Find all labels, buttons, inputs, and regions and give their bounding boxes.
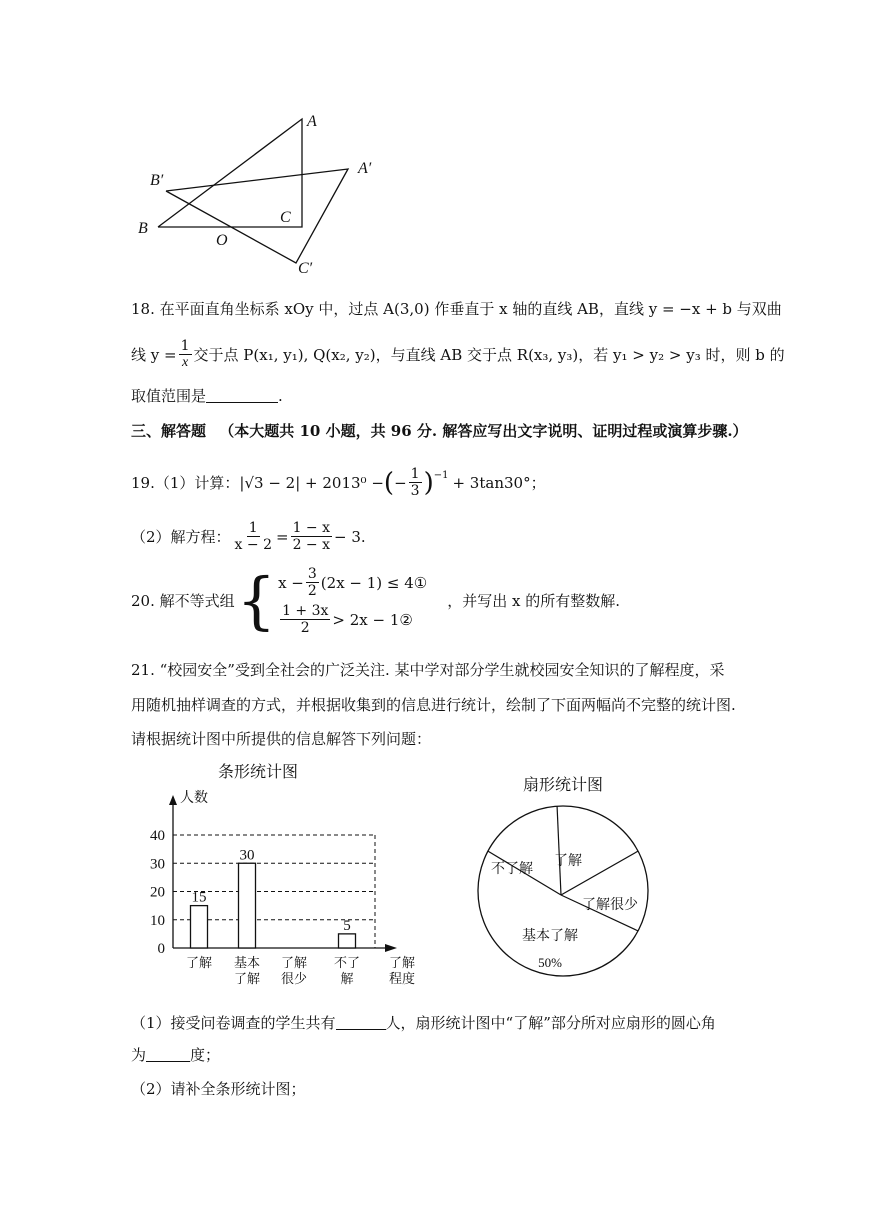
category-label: 很少	[280, 971, 308, 986]
q20-label: 20. 解不等式组	[131, 592, 235, 610]
x-axis-label: 了解	[388, 955, 416, 970]
q18-line3	[131, 386, 283, 406]
q18-line3-text: 取值范围是	[131, 387, 207, 405]
x-axis-arrow	[385, 944, 397, 952]
q19-exponent: −1	[433, 470, 449, 481]
pie-slice-value: 50%	[538, 955, 562, 970]
bar-value-label: 5	[343, 917, 351, 934]
q20-brace: {	[236, 564, 277, 637]
category-label: 了解	[233, 971, 261, 986]
q20-ineq1-frac-den: 2	[307, 583, 317, 599]
bar-value-label: 15	[191, 889, 207, 906]
q21-line3: 请根据统计图中所提供的信息解答下列问题：	[131, 730, 432, 748]
q20-ineq2-frac-num: 1 + 3x	[282, 603, 329, 619]
q19-part2-frac1	[233, 520, 274, 553]
q20-ineq2-post: > 2x − 1②	[332, 610, 413, 629]
q19-frac-den: 3	[410, 483, 420, 499]
pie-slice-label: 了解很少	[582, 898, 638, 913]
q19-part1-expr-a: |√3 − 2| + 2013⁰ −	[239, 473, 384, 492]
q20-ineq1-frac	[306, 566, 319, 599]
q21-sub2: （2）请补全条形统计图；	[131, 1080, 306, 1098]
category-label: 不了	[333, 955, 361, 970]
q19-part2-frac1-num: 1	[248, 520, 258, 536]
q19-frac-num: 1	[410, 466, 420, 482]
pie-chart-title: 扇形统计图	[522, 777, 604, 794]
q21-blank-total[interactable]	[336, 1015, 386, 1030]
label-c: C	[280, 209, 291, 226]
q18-fraction	[179, 338, 192, 371]
y-tick-label: 30	[150, 856, 165, 873]
q18-line2-post: 交于点 P(x₁, y₁), Q(x₂, y₂)，与直线 AB 交于点 R(x₃, y₃)，若 y₁ > y₂ > y₃ 时，则 b 的	[193, 345, 785, 364]
q19-paren-open: (	[383, 467, 395, 498]
section3-heading	[131, 421, 748, 441]
q19-minus: −	[394, 473, 407, 492]
pie-slice-label: 了解	[554, 854, 582, 869]
pie-slice-label: 不了解	[491, 862, 533, 877]
label-b-prime: B′	[150, 172, 164, 189]
category-label: 基本	[233, 955, 261, 970]
section3-title: 三、解答题	[131, 422, 207, 440]
q20-ineq1-pre: x −	[278, 573, 304, 592]
y-tick-label: 0	[157, 941, 165, 957]
q18-line3-end: .	[278, 387, 283, 405]
q18-frac-den: x	[181, 355, 189, 370]
bar-value-label: 30	[239, 847, 255, 864]
q18-line2	[131, 338, 785, 371]
q19-part2-frac2	[291, 520, 332, 553]
triangle-figure	[130, 105, 390, 280]
q21-sub1-b: 人，扇形统计图中“了解”部分所对应扇形的圆心角	[385, 1014, 716, 1032]
q19-part2	[131, 520, 366, 553]
bar-chart-ylabel: 人数	[180, 791, 208, 806]
bar-chart	[140, 755, 440, 1000]
q20-ineq2-frac-den: 2	[300, 620, 310, 636]
q21-sub1-line2	[131, 1045, 220, 1065]
bar	[239, 863, 256, 948]
label-a-prime: A′	[358, 160, 372, 177]
triangle-a-b-c-prime	[166, 169, 348, 263]
pie-slice-label: 基本了解	[522, 929, 578, 944]
label-a: A	[307, 113, 317, 130]
bar	[339, 934, 356, 948]
q21-sub1-a: （1）接受问卷调查的学生共有	[131, 1014, 336, 1032]
q19-part2-tail: − 3.	[334, 527, 366, 546]
pie-outline	[478, 806, 648, 976]
x-axis-label: 程度	[388, 971, 416, 986]
q20-ineq2	[278, 603, 427, 636]
y-tick-label: 10	[150, 912, 165, 929]
q18-answer-blank[interactable]	[206, 388, 278, 403]
q21-line2: 用随机抽样调查的方式，并根据收集到的信息进行统计，绘制了下面两幅尚不完整的统计图.	[131, 696, 736, 714]
q19-paren-close: )	[423, 467, 434, 498]
q18-line1: 18. 在平面直角坐标系 xOy 中，过点 A(3,0) 作垂直于 x 轴的直线 AB，直线 y = −x + b 与双曲	[131, 300, 782, 318]
label-b: B	[138, 220, 148, 237]
q19-part1-expr-b: + 3tan30°；	[452, 473, 546, 492]
q20-ineq2-frac	[280, 603, 330, 636]
q19-part1-label: 19.（1）计算：	[131, 473, 240, 492]
q18-line2-pre: 线 y =	[131, 345, 177, 364]
q19-part2-frac2-num: 1 − x	[292, 520, 330, 536]
pie-chart	[470, 765, 660, 995]
label-c-prime: C′	[298, 260, 313, 277]
label-o: O	[216, 232, 228, 249]
q20-system	[278, 566, 427, 636]
q19-equals: =	[275, 527, 289, 546]
q21-sub1-d: 度；	[190, 1046, 221, 1064]
q19-part2-label: （2）解方程：	[131, 527, 231, 546]
q21-line1: 21. “校园安全”受到全社会的广泛关注. 某中学对部分学生就校园安全知识的了解程度，采	[131, 661, 725, 679]
y-tick-label: 20	[150, 884, 165, 901]
q20-tail: ，并写出 x 的所有整数解.	[447, 592, 621, 610]
y-tick-label: 40	[150, 828, 165, 844]
category-label: 了解	[280, 955, 308, 970]
q20	[131, 566, 620, 636]
q19-part2-frac1-den: x − 2	[234, 537, 272, 553]
q20-ineq1-frac-num: 3	[307, 566, 317, 582]
q20-ineq1	[278, 566, 427, 599]
q19-fraction	[409, 466, 422, 499]
category-label: 了解	[185, 955, 213, 970]
bar	[191, 906, 208, 948]
q19-part2-frac2-den: 2 − x	[292, 537, 330, 553]
y-axis-arrow	[169, 795, 177, 805]
q21-sub1-line1	[131, 1013, 716, 1033]
q21-sub1-c: 为	[131, 1046, 147, 1064]
q20-ineq1-post: (2x − 1) ≤ 4①	[320, 573, 428, 592]
q21-blank-angle[interactable]	[146, 1047, 190, 1062]
section3-note: （本大题共 10 小题，共 96 分. 解答应写出文字说明、证明过程或演算步骤.）	[219, 422, 748, 440]
q19-part1	[131, 466, 546, 499]
category-label: 解	[340, 971, 354, 986]
bar-chart-title: 条形统计图	[217, 764, 299, 781]
q18-frac-num: 1	[180, 338, 190, 354]
